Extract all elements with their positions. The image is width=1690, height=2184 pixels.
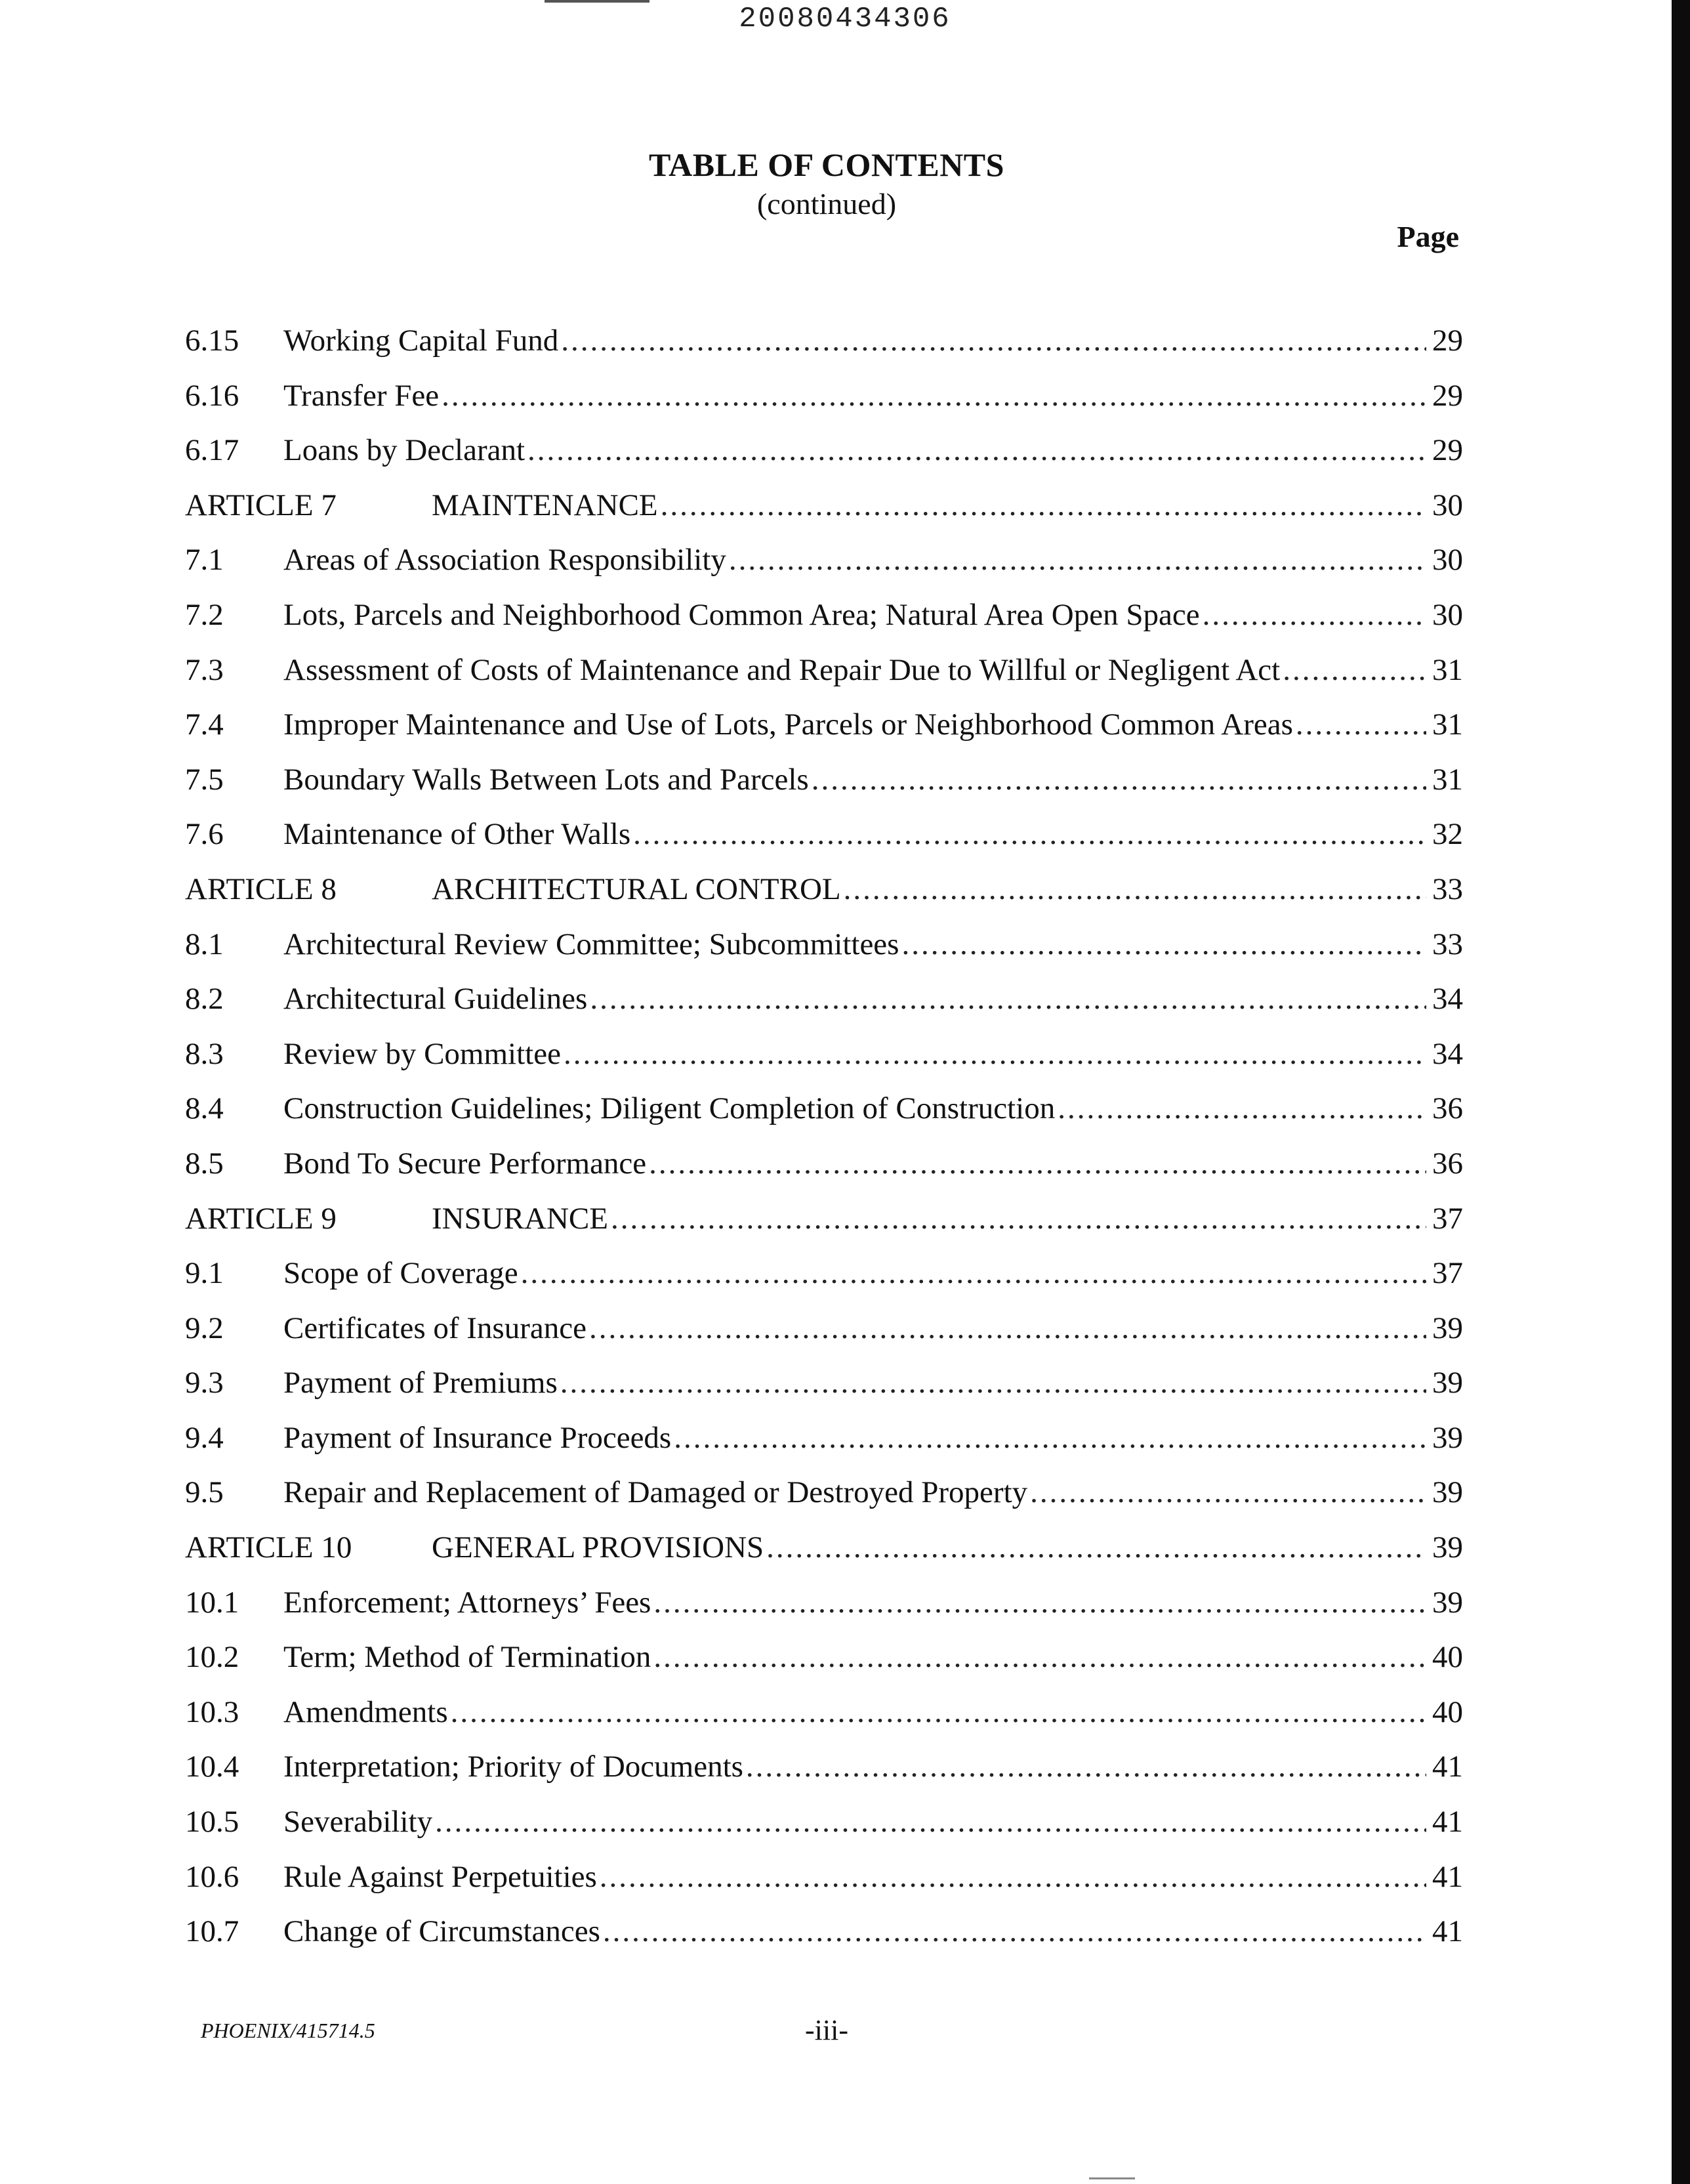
- toc-entry-page: 30: [1432, 597, 1463, 632]
- toc-entry-title: Loans by Declarant: [283, 433, 526, 468]
- toc-entry-number: 10.4: [185, 1750, 239, 1784]
- toc-entry-page: 39: [1432, 1530, 1463, 1565]
- toc-entry-number: 10.2: [185, 1640, 239, 1675]
- toc-entry-title: Improper Maintenance and Use of Lots, Parcels or Neighborhood Common Areas: [283, 707, 1293, 742]
- toc-entry-number: 7.2: [185, 597, 224, 632]
- toc-entry-page: 31: [1432, 762, 1463, 797]
- toc-entry-number: 10.6: [185, 1859, 239, 1894]
- toc-entry-page: 34: [1432, 1036, 1463, 1071]
- toc-entry-page: 34: [1432, 982, 1463, 1017]
- toc-entry-page: 29: [1432, 433, 1463, 468]
- toc-entry-title: Amendments: [283, 1694, 448, 1729]
- toc-entry-title: ARCHITECTURAL CONTROL: [432, 872, 841, 906]
- toc-entry-number: 10.5: [185, 1805, 239, 1839]
- toc-entry-page: 31: [1432, 652, 1463, 687]
- toc-article-entry[interactable]: [185, 488, 1463, 543]
- toc-entry-title: Enforcement; Attorneys’ Fees: [283, 1585, 651, 1620]
- toc-subtitle: (continued): [756, 187, 897, 220]
- toc-title: TABLE OF CONTENTS: [649, 146, 1004, 183]
- toc-entry-number: 8.3: [185, 1036, 224, 1071]
- toc-section-entry[interactable]: [185, 1749, 1463, 1804]
- toc-entry-page: 39: [1432, 1475, 1463, 1510]
- toc-entry-number: 9.1: [185, 1256, 224, 1291]
- toc-dot-leader: [521, 1255, 1426, 1291]
- toc-entry-title: Lots, Parcels and Neighborhood Common Area; Natural Area Open Space: [283, 597, 1200, 632]
- toc-entry-page: 40: [1432, 1694, 1463, 1729]
- toc-dot-leader: [746, 1749, 1426, 1784]
- toc-dot-leader: [1203, 597, 1426, 633]
- toc-section-entry[interactable]: [185, 1255, 1463, 1311]
- toc-entry-number: 8.1: [185, 927, 224, 961]
- toc-entry-title: Working Capital Fund: [283, 324, 559, 358]
- toc-dot-leader: [611, 1201, 1426, 1236]
- toc-section-entry[interactable]: [185, 707, 1463, 762]
- toc-entry-title: Payment of Premiums: [283, 1366, 558, 1400]
- toc-section-entry[interactable]: [185, 652, 1463, 707]
- toc-dot-leader: [1296, 707, 1426, 742]
- toc-dot-leader: [589, 1311, 1426, 1346]
- document-number: 20080434306: [739, 3, 951, 35]
- toc-section-entry[interactable]: [185, 1475, 1463, 1530]
- toc-dot-leader: [844, 872, 1426, 907]
- toc-section-entry[interactable]: [185, 1036, 1463, 1091]
- toc-dot-leader: [674, 1420, 1426, 1456]
- toc-section-entry[interactable]: [185, 323, 1463, 378]
- toc-entry-title: Scope of Coverage: [283, 1256, 518, 1291]
- toc-entry-page: 40: [1432, 1640, 1463, 1675]
- toc-entry-page: 39: [1432, 1311, 1463, 1345]
- toc-entry-number: 6.16: [185, 378, 239, 413]
- toc-section-entry[interactable]: [185, 1694, 1463, 1750]
- toc-section-entry[interactable]: [185, 1639, 1463, 1694]
- toc-entry-number: 10.3: [185, 1694, 239, 1729]
- toc-section-entry[interactable]: [185, 597, 1463, 652]
- toc-entry-page: 39: [1432, 1585, 1463, 1620]
- toc-section-entry[interactable]: [185, 1804, 1463, 1859]
- toc-entry-page: 30: [1432, 543, 1463, 578]
- toc-entry-number: 6.15: [185, 324, 239, 358]
- toc-entry-page: 36: [1432, 1091, 1463, 1126]
- toc-dot-leader: [564, 1036, 1426, 1072]
- toc-article-entry[interactable]: [185, 872, 1463, 927]
- toc-section-entry[interactable]: [185, 816, 1463, 872]
- toc-dot-leader: [653, 1585, 1426, 1620]
- toc-entry-page: 41: [1432, 1805, 1463, 1839]
- toc-entry-title: Architectural Review Committee; Subcommittees: [283, 927, 899, 961]
- toc-section-entry[interactable]: [185, 1365, 1463, 1420]
- toc-dot-leader: [1283, 652, 1426, 688]
- toc-section-entry[interactable]: [185, 378, 1463, 433]
- toc-dot-leader: [649, 1146, 1426, 1181]
- toc-entry-page: 31: [1432, 707, 1463, 742]
- toc-entry-number: 10.7: [185, 1914, 239, 1949]
- toc-entry-number: ARTICLE 9: [185, 1201, 337, 1236]
- toc-entry-title: Construction Guidelines; Diligent Completion of Construction: [283, 1091, 1056, 1126]
- scan-artifact-bottom: [1089, 2177, 1135, 2179]
- toc-entry-number: 8.2: [185, 982, 224, 1017]
- toc-entry-number: ARTICLE 7: [185, 488, 337, 522]
- toc-entry-number: 9.5: [185, 1475, 224, 1510]
- footer-document-id: PHOENIX/415714.5: [201, 2019, 375, 2042]
- toc-entry-number: 8.4: [185, 1091, 224, 1126]
- toc-entry-page: 36: [1432, 1146, 1463, 1181]
- toc-dot-leader: [729, 542, 1426, 578]
- toc-entry-title: Maintenance of Other Walls: [283, 817, 631, 852]
- toc-section-entry[interactable]: [185, 927, 1463, 982]
- toc-entry-title: Assessment of Costs of Maintenance and Repair Due to Willful or Negligent Act: [283, 652, 1281, 687]
- toc-entry-title: Change of Circumstances: [283, 1914, 600, 1949]
- toc-entry-title: INSURANCE: [432, 1201, 608, 1236]
- toc-dot-leader: [661, 488, 1426, 523]
- toc-dot-leader: [901, 927, 1426, 962]
- toc-entry-title: Architectural Guidelines: [283, 982, 588, 1017]
- toc-entry-page: 41: [1432, 1914, 1463, 1949]
- toc-entry-title: Certificates of Insurance: [283, 1311, 587, 1345]
- toc-entry-title: MAINTENANCE: [432, 488, 658, 522]
- toc-section-entry[interactable]: [185, 1146, 1463, 1201]
- toc-dot-leader: [1030, 1475, 1426, 1510]
- toc-entry-title: Transfer Fee: [283, 378, 440, 413]
- toc-entry-title: Boundary Walls Between Lots and Parcels: [283, 762, 809, 797]
- toc-entry-title: Severability: [283, 1805, 433, 1839]
- page-column-header: Page: [1397, 220, 1459, 253]
- toc-entry-number: 9.4: [185, 1420, 224, 1455]
- toc-entry-title: Interpretation; Priority of Documents: [283, 1750, 743, 1784]
- toc-dot-leader: [442, 378, 1426, 413]
- toc-dot-leader: [600, 1859, 1426, 1895]
- toc-dot-leader: [435, 1804, 1426, 1839]
- toc-entry-page: 29: [1432, 378, 1463, 413]
- toc-entry-title: Term; Method of Termination: [283, 1640, 651, 1675]
- toc-entry-number: 7.5: [185, 762, 224, 797]
- toc-section-entry[interactable]: [185, 1585, 1463, 1640]
- toc-entry-title: Bond To Secure Performance: [283, 1146, 647, 1181]
- toc-entry-number: ARTICLE 8: [185, 872, 337, 906]
- toc-entry-number: 9.2: [185, 1311, 224, 1345]
- toc-entry-number: 10.1: [185, 1585, 239, 1620]
- toc-section-entry[interactable]: [185, 1311, 1463, 1366]
- toc-entry-page: 33: [1432, 872, 1463, 906]
- toc-entry-page: 29: [1432, 324, 1463, 358]
- toc-entry-page: 39: [1432, 1366, 1463, 1400]
- toc-section-entry[interactable]: [185, 981, 1463, 1036]
- toc-article-entry[interactable]: [185, 1201, 1463, 1256]
- toc-dot-leader: [633, 816, 1426, 852]
- toc-dot-leader: [590, 981, 1426, 1017]
- toc-entry-title: GENERAL PROVISIONS: [432, 1530, 764, 1565]
- toc-section-entry[interactable]: [185, 542, 1463, 597]
- toc-section-entry[interactable]: [185, 1091, 1463, 1146]
- toc-section-entry[interactable]: [185, 762, 1463, 817]
- toc-section-entry[interactable]: [185, 432, 1463, 488]
- toc-section-entry[interactable]: [185, 1420, 1463, 1475]
- toc-section-entry[interactable]: [185, 1859, 1463, 1914]
- toc-entry-page: 30: [1432, 488, 1463, 522]
- footer-page-number: -iii-: [805, 2014, 848, 2046]
- toc-dot-leader: [653, 1639, 1426, 1675]
- toc-entry-page: 39: [1432, 1420, 1463, 1455]
- toc-entry-title: Payment of Insurance Proceeds: [283, 1420, 672, 1455]
- toc-entry-number: 7.3: [185, 652, 224, 687]
- toc-entry-number: 7.4: [185, 707, 224, 742]
- toc-entry-page: 32: [1432, 817, 1463, 852]
- toc-entry-page: 33: [1432, 927, 1463, 961]
- toc-entry-page: 37: [1432, 1256, 1463, 1291]
- toc-dot-leader: [451, 1694, 1426, 1730]
- toc-entry-page: 41: [1432, 1859, 1463, 1894]
- toc-dot-leader: [1058, 1091, 1426, 1126]
- toc-entry-number: 9.3: [185, 1366, 224, 1400]
- toc-entry-title: Areas of Association Responsibility: [283, 543, 726, 578]
- toc-dot-leader: [560, 1365, 1426, 1400]
- toc-entry-number: 7.1: [185, 543, 224, 578]
- toc-dot-leader: [766, 1530, 1426, 1565]
- toc-list: [185, 323, 1463, 1969]
- scan-edge-bar: [1672, 0, 1690, 2184]
- toc-dot-leader: [561, 323, 1426, 358]
- toc-entry-page: 41: [1432, 1750, 1463, 1784]
- toc-section-entry[interactable]: [185, 1914, 1463, 1969]
- toc-entry-page: 37: [1432, 1201, 1463, 1236]
- toc-dot-leader: [603, 1914, 1426, 1949]
- toc-entry-number: 6.17: [185, 433, 239, 468]
- toc-entry-title: Review by Committee: [283, 1036, 561, 1071]
- toc-dot-leader: [527, 432, 1426, 468]
- toc-entry-number: 7.6: [185, 817, 224, 852]
- toc-dot-leader: [812, 762, 1426, 797]
- toc-entry-title: Repair and Replacement of Damaged or Destroyed Property: [283, 1475, 1028, 1510]
- toc-entry-number: ARTICLE 10: [185, 1530, 352, 1565]
- toc-entry-number: 8.5: [185, 1146, 224, 1181]
- toc-article-entry[interactable]: [185, 1530, 1463, 1585]
- toc-entry-title: Rule Against Perpetuities: [283, 1859, 597, 1894]
